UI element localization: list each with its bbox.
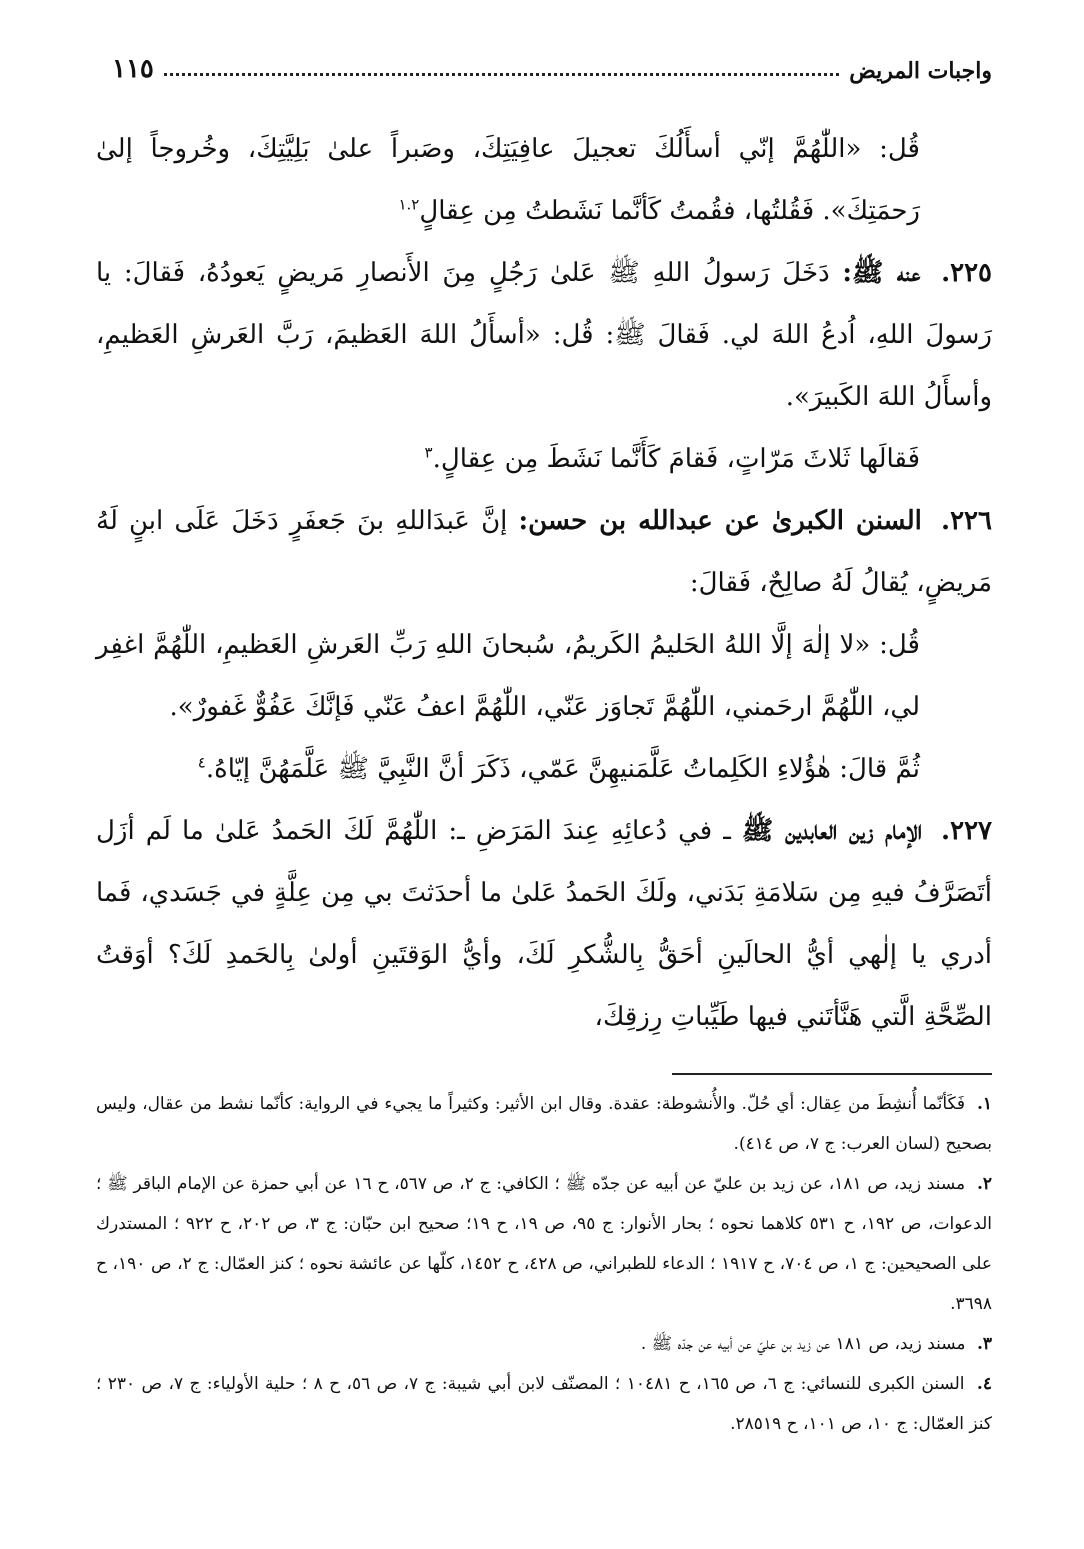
page-number: ١١٥	[112, 54, 154, 84]
footnote-ref: ٤	[197, 753, 206, 772]
footnote	[96, 1084, 992, 1164]
paragraph	[96, 428, 992, 490]
footnotes	[96, 1084, 992, 1444]
paragraph-text: ثُمَّ قالَ: هٰؤُلاءِ الكَلِماتُ عَلَّمَنيهِنَّ عَمّي، ذَكَرَ أنَّ النَّبِيَّ ﷺ عَلَّمَهُنَّ إيّاهُ.	[205, 754, 920, 784]
entry-number: ٢٢٧.	[941, 816, 993, 846]
paragraph	[96, 738, 992, 800]
footnote	[96, 1364, 992, 1444]
footnote-number: ١.	[976, 1094, 992, 1114]
entry-source: السنن الكبرىٰ عن عبدالله بن حسن:	[518, 506, 922, 536]
page-header	[112, 40, 992, 84]
footnote-text: مسند زيد، ص ١٨١ عن زيد بن عليّ عن أبيه عن جدّه ﷺ .	[640, 1334, 966, 1354]
hadith-entry	[96, 490, 992, 614]
entry-number: ٢٢٥.	[941, 258, 993, 288]
footnote-separator	[672, 1073, 992, 1075]
footnote-number: ٢.	[976, 1174, 992, 1194]
entry-source: الإمام زين العابدين ﷺ	[741, 816, 922, 846]
footnote	[96, 1164, 992, 1324]
paragraph-text: قُل: «لا إلٰهَ إلَّا اللهُ الحَليمُ الكَريمُ، سُبحانَ اللهِ رَبِّ العَرشِ العَظيمِ، اللّٰهُمَّ اغفِر لي، اللّٰهُمَّ ارحَمني، اللّٰهُمَّ تَجاوَز عَنّي، اللّٰهُمَّ اعفُ عَنّي فَإنَّكَ عَفُوٌّ غَفورٌ».	[96, 630, 920, 722]
entry-text: إنَّ عَبدَاللهِ بنَ جَعفَرٍ دَخَلَ عَلَى ابنٍ لَهُ مَريضٍ، يُقالُ لَهُ صالِحٌ، فَقالَ:	[96, 506, 992, 598]
main-text	[96, 118, 992, 1048]
footnote-text: مسند زيد، ص ١٨١، عن زيد بن عليّ عن أبيه عن جدّه ﷺ ؛ الكافي: ج ٢، ص ٥٦٧، ح ١٦ عن أبي حمزة عن الإمام الباقر ﷺ ؛ الدعوات، ص ١٩٢، ح ٥٣١ كلاهما نحوه ؛ بحار الأنوار: ج ٩٥، ص ١٩، ح ١٩؛ صحيح ابن حبّان: ج ٣، ص ٢٠٢، ح ٩٢٢ ؛ المستدرك على الصحيحين: ج ١، ص ٧٠٤، ح ١٩١٧ ؛ الدعاء للطبراني، ص ٤٢٨، ح ١٤٥٢، كلّها عن عائشة نحوه ؛ كنز العمّال: ج ٢، ص ١٩٠، ح ٣٦٩٨.	[96, 1174, 992, 1314]
header-leader-dots	[164, 73, 839, 76]
entry-number: ٢٢٦.	[941, 506, 992, 536]
paragraph-text: قُل: «اللّٰهُمَّ إنّي أسأَلُكَ تعجيلَ عافِيَتِكَ، وصَبراً علىٰ بَلِيَّتِكَ، وخُروجاً إلىٰ رَحمَتِكَ». فَقُلتُها، فقُمتُ كَأنَّما نَشَطتُ مِن عِقالٍ	[96, 134, 920, 226]
hadith-entry	[96, 800, 992, 1048]
footnote-number: ٤.	[976, 1374, 992, 1394]
paragraph-text: فَقالَها ثَلاثَ مَرّاتٍ، فَقامَ كَأَنَّما نَشَطَ مِن عِقالٍ.	[432, 444, 920, 474]
hadith-entry	[96, 242, 992, 428]
footnote-ref: ١.٢	[398, 195, 420, 214]
running-title: واجبات المريض	[849, 58, 992, 84]
footnote-text: فَكَأنّما أُنشِطَ من عِقال: أي حُلّ. والأُنشوطة: عقدة. وقال ابن الأثير: وكثيراً ما يجيء في الرواية: كأنّما نشط من عقال، وليس بصحيح (لسان العرب: ج ٧، ص ٤١٤).	[96, 1094, 992, 1154]
entry-text: دَخَلَ رَسولُ اللهِ ﷺ عَلىٰ رَجُلٍ مِنَ الأَنصارِ مَريضٍ يَعودُهُ، فَقالَ: يا رَسولَ اللهِ، اُدعُ اللهَ لي. فَقالَ ﷺ: قُل: «أسأَلُ اللهَ العَظيمَ، رَبَّ العَرشِ العَظيمِ، وأسأَلُ اللهَ الكَبيرَ».	[96, 258, 992, 412]
footnote-ref: ٣	[424, 443, 433, 462]
entry-text: ـ في دُعائِهِ عِندَ المَرَضِ ـ: اللّٰهُمَّ لَكَ الحَمدُ عَلىٰ ما لَم أزَل أتَصَرَّفُ فيهِ مِن سَلامَةِ بَدَني، ولَكَ الحَمدُ عَلىٰ ما أحدَثتَ بي مِن عِلَّةٍ في جَسَدي، فَما أدري يا إلٰهي أيُّ الحالَينِ أحَقُّ بِالشُّكرِ لَكَ، وأيُّ الوَقتَينِ أولىٰ بِالحَمدِ لَكَ؟ أوَقتُ الصِّحَّةِ الَّتي هَنَّأتَني فيها طَيِّباتِ رِزقِكَ،	[96, 816, 992, 1032]
footnote-number: ٣.	[976, 1334, 992, 1354]
paragraph	[96, 614, 992, 738]
entry-source: عنه ﷺ:	[842, 258, 921, 288]
footnote	[96, 1324, 992, 1364]
paragraph	[96, 118, 992, 242]
footnote-text: السنن الكبرى للنسائي: ج ٦، ص ١٦٥، ح ١٠٤٨١ ؛ المصنّف لابن أبي شيبة: ج ٧، ص ٥٦، ح ٨ ؛ حلية الأولياء: ج ٧، ص ٢٣٠ ؛ كنز العمّال: ج ١٠، ص ١٠١، ح ٢٨٥١٩.	[96, 1374, 992, 1434]
